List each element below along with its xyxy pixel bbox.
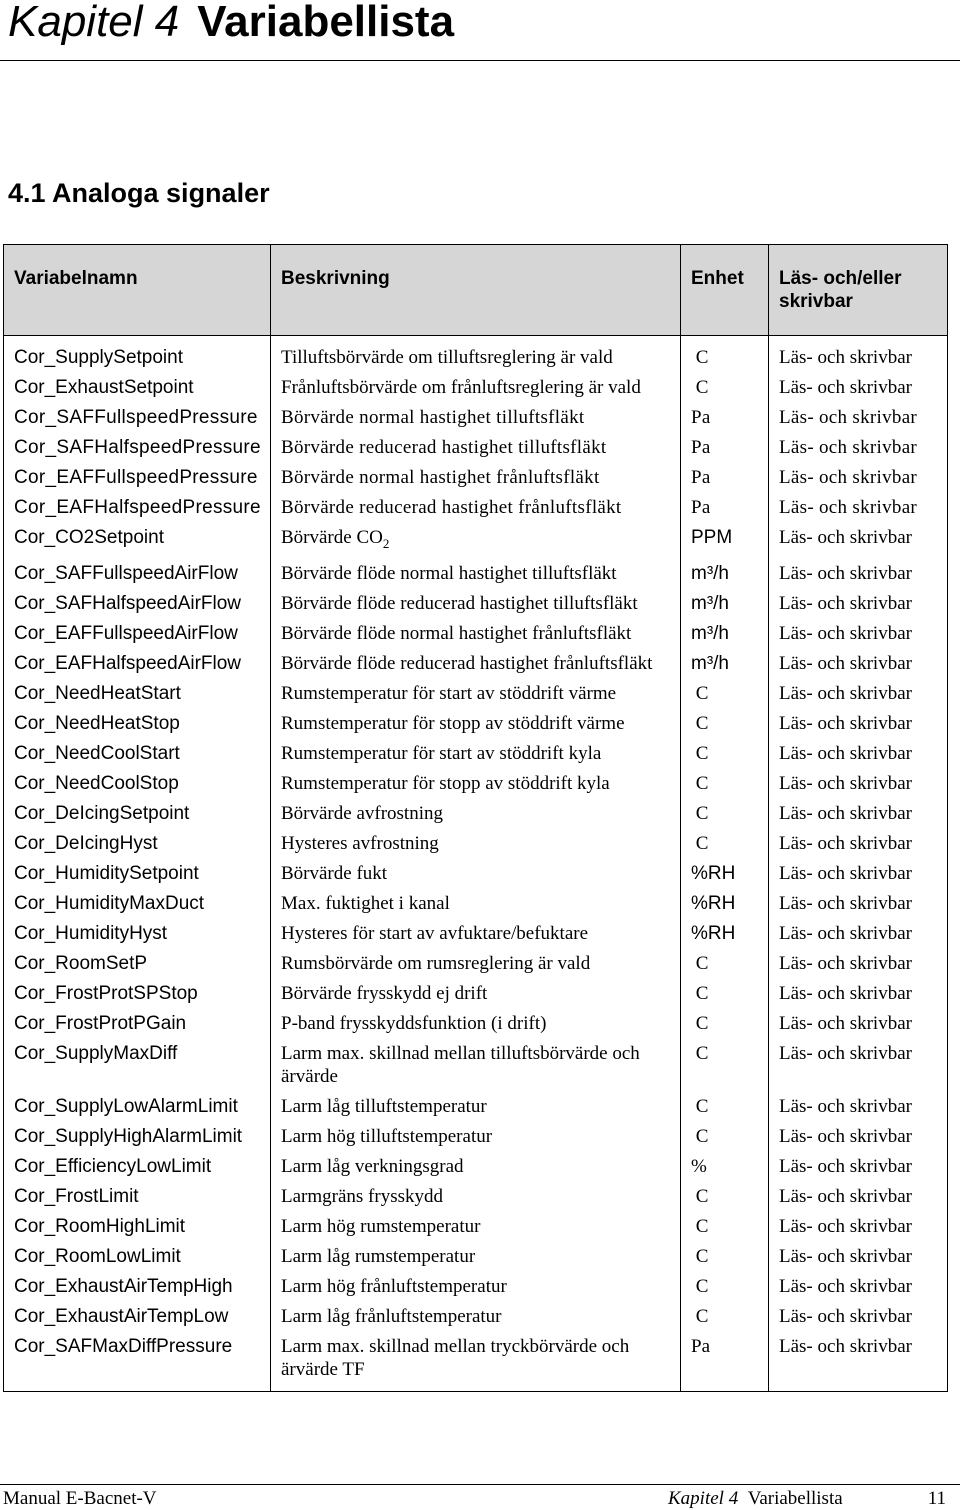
variable-description: Börvärde reducerad hastighet frånluftsfläkt bbox=[271, 493, 681, 523]
variable-unit: Pa bbox=[681, 1332, 769, 1392]
variable-name: Cor_SupplyHighAlarmLimit bbox=[4, 1122, 271, 1152]
variable-access: Läs- och skrivbar bbox=[769, 709, 948, 739]
table-row bbox=[4, 1122, 948, 1152]
variable-name: Cor_FrostProtSPStop bbox=[4, 979, 271, 1009]
variable-unit: C bbox=[681, 829, 769, 859]
variable-description: Hysteres avfrostning bbox=[271, 829, 681, 859]
footer-manual-name: Manual E-Bacnet-V bbox=[3, 1488, 157, 1509]
variable-description: Larm låg frånluftstemperatur bbox=[271, 1302, 681, 1332]
table-row bbox=[4, 1092, 948, 1122]
variable-unit: %RH bbox=[681, 859, 769, 889]
table-row bbox=[4, 919, 948, 949]
variable-name: Cor_EAFHalfspeedAirFlow bbox=[4, 649, 271, 679]
variable-description: Rumstemperatur för stopp av stöddrift värme bbox=[271, 709, 681, 739]
variable-name: Cor_HumidityHyst bbox=[4, 919, 271, 949]
variable-description: Börvärde flöde normal hastighet tilluftsfläkt bbox=[271, 559, 681, 589]
variable-unit: C bbox=[681, 1122, 769, 1152]
variable-unit: C bbox=[681, 1302, 769, 1332]
variable-description: Hysteres för start av avfuktare/befuktare bbox=[271, 919, 681, 949]
variable-name: Cor_SAFHalfspeedPressure bbox=[4, 433, 271, 463]
variable-access: Läs- och skrivbar bbox=[769, 1242, 948, 1272]
footer-chapter-title: Variabellista bbox=[747, 1488, 843, 1509]
table-row bbox=[4, 739, 948, 769]
chapter-label: Kapitel 4 bbox=[8, 0, 180, 46]
variable-description bbox=[271, 523, 681, 559]
variable-description: Max. fuktighet i kanal bbox=[271, 889, 681, 919]
variable-name: Cor_CO2Setpoint bbox=[4, 523, 271, 559]
variable-access: Läs- och skrivbar bbox=[769, 679, 948, 709]
table-row bbox=[4, 679, 948, 709]
variable-description: Larmgräns frysskydd bbox=[271, 1182, 681, 1212]
variable-description: Larm hög tilluftstemperatur bbox=[271, 1122, 681, 1152]
variable-unit: C bbox=[681, 1092, 769, 1122]
table-row bbox=[4, 949, 948, 979]
variable-unit: C bbox=[681, 979, 769, 1009]
table-row bbox=[4, 1242, 948, 1272]
variable-access: Läs- och skrivbar bbox=[769, 919, 948, 949]
variable-table bbox=[3, 244, 948, 1392]
variable-name: Cor_SAFFullspeedAirFlow bbox=[4, 559, 271, 589]
variable-access: Läs- och skrivbar bbox=[769, 373, 948, 403]
variable-description: Börvärde flöde normal hastighet frånluftsfläkt bbox=[271, 619, 681, 649]
page-number: 11 bbox=[927, 1488, 946, 1509]
description-text: Börvärde CO bbox=[281, 527, 383, 548]
variable-name: Cor_SAFHalfspeedAirFlow bbox=[4, 589, 271, 619]
variable-name: Cor_SAFMaxDiffPressure bbox=[4, 1332, 271, 1392]
table-row bbox=[4, 1332, 948, 1392]
variable-unit: Pa bbox=[681, 463, 769, 493]
table-row bbox=[4, 463, 948, 493]
variable-description: Larm hög rumstemperatur bbox=[271, 1212, 681, 1242]
chapter-title: Variabellista bbox=[197, 0, 455, 46]
variable-access: Läs- och skrivbar bbox=[769, 559, 948, 589]
variable-unit: C bbox=[681, 1039, 769, 1092]
variable-description: Börvärde avfrostning bbox=[271, 799, 681, 829]
variable-access: Läs- och skrivbar bbox=[769, 1272, 948, 1302]
table-row bbox=[4, 1182, 948, 1212]
table-row bbox=[4, 649, 948, 679]
variable-name: Cor_ExhaustAirTempHigh bbox=[4, 1272, 271, 1302]
variable-name: Cor_HumidityMaxDuct bbox=[4, 889, 271, 919]
table-row bbox=[4, 493, 948, 523]
variable-access: Läs- och skrivbar bbox=[769, 979, 948, 1009]
variable-description: Börvärde reducerad hastighet tilluftsfläkt bbox=[271, 433, 681, 463]
variable-description: Frånluftsbörvärde om frånluftsreglering är vald bbox=[271, 373, 681, 403]
table-row bbox=[4, 559, 948, 589]
variable-description: Börvärde fukt bbox=[271, 859, 681, 889]
variable-unit: C bbox=[681, 949, 769, 979]
variable-unit: Pa bbox=[681, 493, 769, 523]
variable-access: Läs- och skrivbar bbox=[769, 433, 948, 463]
variable-name: Cor_SupplyMaxDiff bbox=[4, 1039, 271, 1092]
column-header-description: Beskrivning bbox=[271, 245, 681, 336]
variable-access: Läs- och skrivbar bbox=[769, 799, 948, 829]
variable-description: Rumstemperatur för start av stöddrift värme bbox=[271, 679, 681, 709]
footer-chapter bbox=[668, 1488, 843, 1510]
table-row bbox=[4, 889, 948, 919]
header-divider bbox=[0, 60, 960, 61]
variable-description: Börvärde normal hastighet frånluftsfläkt bbox=[271, 463, 681, 493]
variable-unit: % bbox=[681, 1152, 769, 1182]
variable-access: Läs- och skrivbar bbox=[769, 336, 948, 374]
variable-unit: m³/h bbox=[681, 589, 769, 619]
variable-name: Cor_ExhaustSetpoint bbox=[4, 373, 271, 403]
variable-unit: C bbox=[681, 799, 769, 829]
variable-name: Cor_FrostProtPGain bbox=[4, 1009, 271, 1039]
variable-access: Läs- och skrivbar bbox=[769, 493, 948, 523]
table-row bbox=[4, 589, 948, 619]
variable-description: Larm låg verkningsgrad bbox=[271, 1152, 681, 1182]
variable-name: Cor_EAFFullspeedPressure bbox=[4, 463, 271, 493]
variable-access: Läs- och skrivbar bbox=[769, 1302, 948, 1332]
variable-access: Läs- och skrivbar bbox=[769, 589, 948, 619]
variable-unit: C bbox=[681, 1212, 769, 1242]
variable-access: Läs- och skrivbar bbox=[769, 1092, 948, 1122]
variable-access: Läs- och skrivbar bbox=[769, 829, 948, 859]
variable-unit: C bbox=[681, 769, 769, 799]
variable-name: Cor_RoomSetP bbox=[4, 949, 271, 979]
table-row bbox=[4, 799, 948, 829]
variable-unit: C bbox=[681, 679, 769, 709]
variable-access: Läs- och skrivbar bbox=[769, 403, 948, 433]
variable-name: Cor_ExhaustAirTempLow bbox=[4, 1302, 271, 1332]
column-header-access: Läs- och/eller skrivbar bbox=[769, 245, 948, 336]
table-row bbox=[4, 336, 948, 374]
variable-description: P-band frysskyddsfunktion (i drift) bbox=[271, 1009, 681, 1039]
variable-name: Cor_HumiditySetpoint bbox=[4, 859, 271, 889]
variable-access: Läs- och skrivbar bbox=[769, 1212, 948, 1242]
variable-unit: Pa bbox=[681, 433, 769, 463]
variable-unit: C bbox=[681, 1272, 769, 1302]
table-row bbox=[4, 1039, 948, 1092]
variable-unit: C bbox=[681, 1182, 769, 1212]
table-row bbox=[4, 433, 948, 463]
table-header-row bbox=[4, 245, 948, 336]
variable-description: Larm max. skillnad mellan tilluftsbörvärde och ärvärde bbox=[271, 1039, 681, 1092]
variable-access: Läs- och skrivbar bbox=[769, 1009, 948, 1039]
variable-access: Läs- och skrivbar bbox=[769, 649, 948, 679]
variable-description: Larm låg tilluftstemperatur bbox=[271, 1092, 681, 1122]
table-row bbox=[4, 1152, 948, 1182]
variable-access: Läs- och skrivbar bbox=[769, 523, 948, 559]
variable-unit: %RH bbox=[681, 889, 769, 919]
variable-name: Cor_SAFFullspeedPressure bbox=[4, 403, 271, 433]
variable-unit: C bbox=[681, 739, 769, 769]
variable-unit: C bbox=[681, 373, 769, 403]
variable-description: Rumstemperatur för start av stöddrift kyla bbox=[271, 739, 681, 769]
description-subscript: 2 bbox=[382, 535, 390, 551]
variable-access: Läs- och skrivbar bbox=[769, 1039, 948, 1092]
variable-access: Läs- och skrivbar bbox=[769, 1122, 948, 1152]
table-body bbox=[4, 336, 948, 1392]
variable-access: Läs- och skrivbar bbox=[769, 739, 948, 769]
variable-unit: PPM bbox=[681, 523, 769, 559]
table-row bbox=[4, 859, 948, 889]
column-header-unit: Enhet bbox=[681, 245, 769, 336]
footer-chapter-label: Kapitel 4 bbox=[668, 1488, 739, 1509]
variable-name: Cor_EAFFullspeedAirFlow bbox=[4, 619, 271, 649]
variable-unit: C bbox=[681, 1009, 769, 1039]
variable-description: Tilluftsbörvärde om tilluftsreglering är vald bbox=[271, 336, 681, 374]
table-row bbox=[4, 1302, 948, 1332]
variable-access: Läs- och skrivbar bbox=[769, 889, 948, 919]
variable-description: Börvärde flöde reducerad hastighet frånluftsfläkt bbox=[271, 649, 681, 679]
variable-unit: m³/h bbox=[681, 649, 769, 679]
variable-access: Läs- och skrivbar bbox=[769, 1332, 948, 1392]
variable-access: Läs- och skrivbar bbox=[769, 463, 948, 493]
variable-access: Läs- och skrivbar bbox=[769, 949, 948, 979]
section-title: 4.1 Analoga signaler bbox=[8, 178, 270, 208]
column-header-name: Variabelnamn bbox=[4, 245, 271, 336]
variable-unit: %RH bbox=[681, 919, 769, 949]
variable-name: Cor_DeIcingHyst bbox=[4, 829, 271, 859]
variable-access: Läs- och skrivbar bbox=[769, 1152, 948, 1182]
variable-access: Läs- och skrivbar bbox=[769, 1182, 948, 1212]
variable-name: Cor_RoomHighLimit bbox=[4, 1212, 271, 1242]
variable-description: Larm hög frånluftstemperatur bbox=[271, 1272, 681, 1302]
table-row bbox=[4, 1009, 948, 1039]
variable-name: Cor_EAFHalfspeedPressure bbox=[4, 493, 271, 523]
variable-unit: C bbox=[681, 336, 769, 374]
table-row bbox=[4, 769, 948, 799]
variable-description: Rumsbörvärde om rumsreglering är vald bbox=[271, 949, 681, 979]
table-row bbox=[4, 403, 948, 433]
table-row bbox=[4, 523, 948, 559]
variable-description: Rumstemperatur för stopp av stöddrift kyla bbox=[271, 769, 681, 799]
table-row bbox=[4, 979, 948, 1009]
variable-description: Börvärde frysskydd ej drift bbox=[271, 979, 681, 1009]
table-row bbox=[4, 1212, 948, 1242]
footer-divider bbox=[0, 1484, 960, 1485]
variable-unit: m³/h bbox=[681, 619, 769, 649]
variable-description: Börvärde normal hastighet tilluftsfläkt bbox=[271, 403, 681, 433]
variable-access: Läs- och skrivbar bbox=[769, 769, 948, 799]
variable-description: Larm låg rumstemperatur bbox=[271, 1242, 681, 1272]
variable-access: Läs- och skrivbar bbox=[769, 859, 948, 889]
variable-name: Cor_NeedHeatStart bbox=[4, 679, 271, 709]
chapter-heading bbox=[8, 0, 454, 50]
variable-name: Cor_EfficiencyLowLimit bbox=[4, 1152, 271, 1182]
table-row bbox=[4, 373, 948, 403]
variable-name: Cor_DeIcingSetpoint bbox=[4, 799, 271, 829]
variable-unit: m³/h bbox=[681, 559, 769, 589]
variable-access: Läs- och skrivbar bbox=[769, 619, 948, 649]
variable-name: Cor_NeedCoolStop bbox=[4, 769, 271, 799]
variable-name: Cor_NeedHeatStop bbox=[4, 709, 271, 739]
variable-unit: C bbox=[681, 1242, 769, 1272]
variable-unit: C bbox=[681, 709, 769, 739]
table-row bbox=[4, 619, 948, 649]
variable-unit: Pa bbox=[681, 403, 769, 433]
table-row bbox=[4, 1272, 948, 1302]
variable-name: Cor_NeedCoolStart bbox=[4, 739, 271, 769]
table-row bbox=[4, 709, 948, 739]
variable-name: Cor_SupplySetpoint bbox=[4, 336, 271, 374]
variable-name: Cor_FrostLimit bbox=[4, 1182, 271, 1212]
variable-description: Larm max. skillnad mellan tryckbörvärde och ärvärde TF bbox=[271, 1332, 681, 1392]
variable-name: Cor_SupplyLowAlarmLimit bbox=[4, 1092, 271, 1122]
variable-name: Cor_RoomLowLimit bbox=[4, 1242, 271, 1272]
variable-description: Börvärde flöde reducerad hastighet tilluftsfläkt bbox=[271, 589, 681, 619]
table-row bbox=[4, 829, 948, 859]
